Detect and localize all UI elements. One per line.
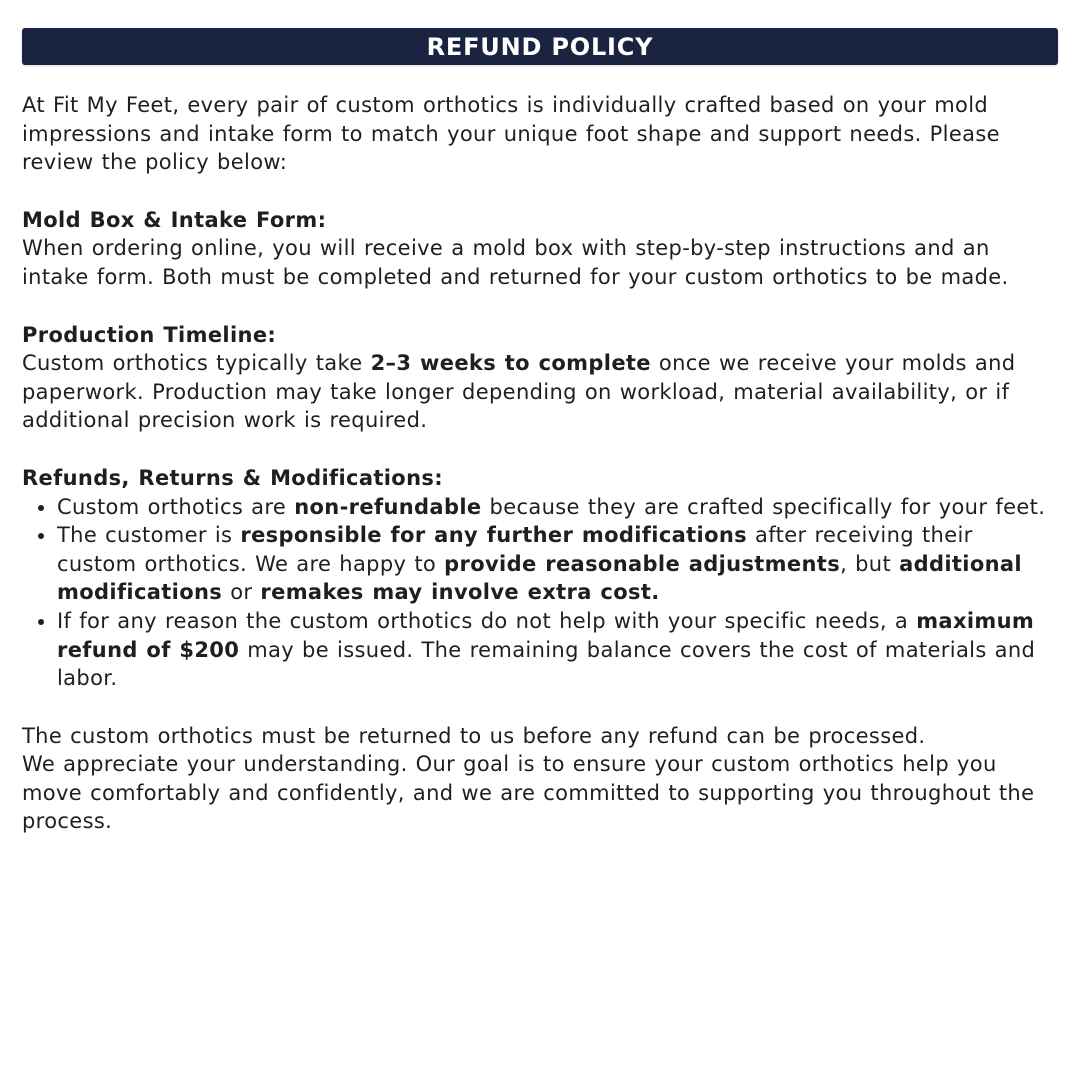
return-requirement-paragraph	[22, 722, 1058, 751]
document-body	[22, 91, 1058, 836]
bold-text-run: remakes may involve extra cost.	[260, 580, 660, 605]
bullet-item	[57, 607, 1058, 693]
refunds-bullet-list	[22, 493, 1058, 693]
bold-text-run: 2–3 weeks to complete	[370, 351, 651, 376]
intro-paragraph	[22, 91, 1058, 177]
bold-text-run: additional modifications	[57, 551, 1022, 605]
text-run: We appreciate your understanding. Our goal is to ensure your custom orthotics help you move comfortably and confidently, and we are committed to supporting you throughout the process.	[22, 752, 1035, 834]
bold-text-run: provide reasonable adjustments	[444, 551, 841, 576]
closing-paragraph	[22, 750, 1058, 836]
text-run: because they are crafted specifically for your feet.	[481, 494, 1046, 519]
text-run: after receiving their custom orthotics. We are happy to	[57, 523, 973, 576]
production-timeline-heading	[22, 321, 1058, 350]
text-run: once we receive your molds and paperwork. Production may take longer depending on workload, material availability, or if additional precision work is required.	[22, 351, 1016, 433]
text-run: Custom orthotics are	[57, 494, 295, 519]
text-run: may be issued. The remaining balance covers the cost of materials and labor.	[57, 637, 1036, 691]
bold-text-run: Refunds, Returns & Modifications:	[22, 465, 443, 490]
text-run: Custom orthotics typically take	[22, 351, 371, 376]
bold-text-run: Mold Box & Intake Form:	[22, 207, 327, 232]
mold-box-paragraph	[22, 234, 1058, 291]
text-run: When ordering online, you will receive a mold box with step-by-step instructions and an intake form. Both must be completed and returned for your custom orthotics to be made.	[22, 236, 1009, 289]
text-run: , but	[840, 551, 900, 576]
page-title: REFUND POLICY	[426, 32, 654, 61]
refunds-returns-heading	[22, 464, 1058, 493]
bold-text-run: Production Timeline:	[22, 322, 277, 347]
bold-text-run: maximum refund of $200	[57, 608, 1035, 662]
text-run: or	[222, 580, 261, 605]
bullet-item	[57, 493, 1058, 522]
text-run: At Fit My Feet, every pair of custom orthotics is individually crafted based on your mold impressions and intake form to match your unique foot shape and support needs. Please review the policy below:	[22, 93, 1000, 175]
bullet-item	[57, 521, 1058, 607]
header-bar	[22, 28, 1058, 65]
mold-box-heading	[22, 206, 1058, 235]
production-timeline-paragraph	[22, 349, 1058, 435]
bold-text-run: non-refundable	[294, 494, 482, 519]
bold-text-run: responsible for any further modifications	[240, 523, 747, 548]
text-run: The custom orthotics must be returned to us before any refund can be processed.	[22, 723, 926, 748]
text-run: The customer is	[57, 523, 241, 548]
text-run: If for any reason the custom orthotics do not help with your specific needs, a	[57, 608, 917, 633]
